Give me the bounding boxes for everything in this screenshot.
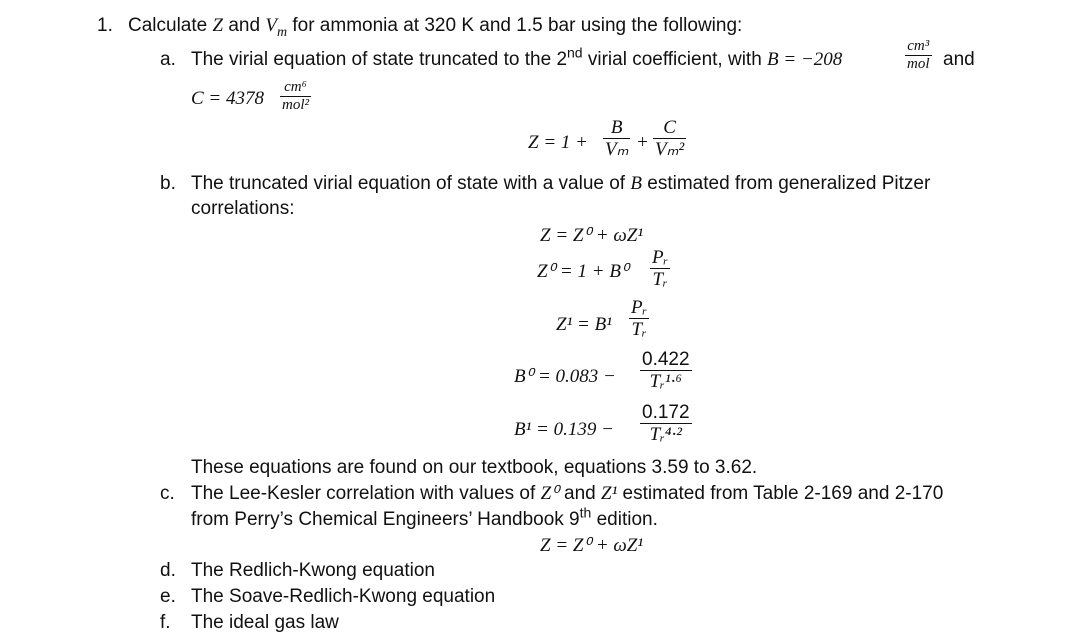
part-b-line1: The truncated virial equation of state with a value of B estimated from generalized Pitzer xyxy=(191,173,931,194)
part-e-text: The Soave-Redlich-Kwong equation xyxy=(191,586,496,607)
c-coefficient: C = 4378 xyxy=(191,88,264,109)
virial-frac-c: C Vₘ² xyxy=(655,117,685,160)
pitzer-eq4-frac: 0.422 Tᵣ¹·⁶ xyxy=(642,349,690,392)
c-unit-fraction: cm⁶ mol² xyxy=(282,79,309,113)
pitzer-eq1: Z = Z⁰ + ωZ¹ xyxy=(540,225,644,246)
part-e-label: e. xyxy=(160,586,176,607)
virial-eq-lhs: Z = 1 + xyxy=(528,132,588,153)
pitzer-eq3-frac: Pᵣ Tᵣ xyxy=(631,297,648,340)
part-d-label: d. xyxy=(160,560,176,581)
and-word: and xyxy=(943,49,975,70)
virial-frac-b: B Vₘ xyxy=(605,117,629,160)
part-b-label: b. xyxy=(160,173,176,194)
part-a-label: a. xyxy=(160,49,176,70)
pitzer-eq2-lhs: Z⁰ = 1 + B⁰ xyxy=(537,261,629,282)
pitzer-eq5-lhs: B¹ = 0.139 − xyxy=(514,419,614,440)
problem-number: 1. xyxy=(97,15,113,36)
part-b-line2: correlations: xyxy=(191,198,295,219)
pitzer-eq4-lhs: B⁰ = 0.083 − xyxy=(514,366,616,387)
b-unit-fraction: cm³ mol xyxy=(907,38,930,72)
part-b-note: These equations are found on our textbook, equations 3.59 to 3.62. xyxy=(191,457,758,478)
lee-kesler-eq: Z = Z⁰ + ωZ¹ xyxy=(540,535,644,556)
problem-intro: Calculate Z and $V_m$ for ammonia at 320 K and 1.5 bar using the following: xyxy=(128,15,743,40)
part-d-text: The Redlich-Kwong equation xyxy=(191,560,435,581)
part-a-text: The virial equation of state truncated to the 2nd virial coefficient, with B = −208 xyxy=(191,44,843,70)
part-c-label: c. xyxy=(160,483,175,504)
part-c-line2: from Perry’s Chemical Engineers’ Handbook 9th edition. xyxy=(191,504,658,530)
pitzer-eq5-frac: 0.172 Tᵣ⁴·² xyxy=(642,402,690,445)
part-f-label: f. xyxy=(160,612,171,633)
part-c-line1: The Lee-Kesler correlation with values of Z⁰ and Z¹ estimated from Table 2-169 and 2-170 xyxy=(191,483,944,504)
virial-plus: + xyxy=(636,132,649,153)
part-f-text: The ideal gas law xyxy=(191,612,339,633)
pitzer-eq3-lhs: Z¹ = B¹ xyxy=(556,314,612,335)
pitzer-eq2-frac: Pᵣ Tᵣ xyxy=(652,247,669,290)
